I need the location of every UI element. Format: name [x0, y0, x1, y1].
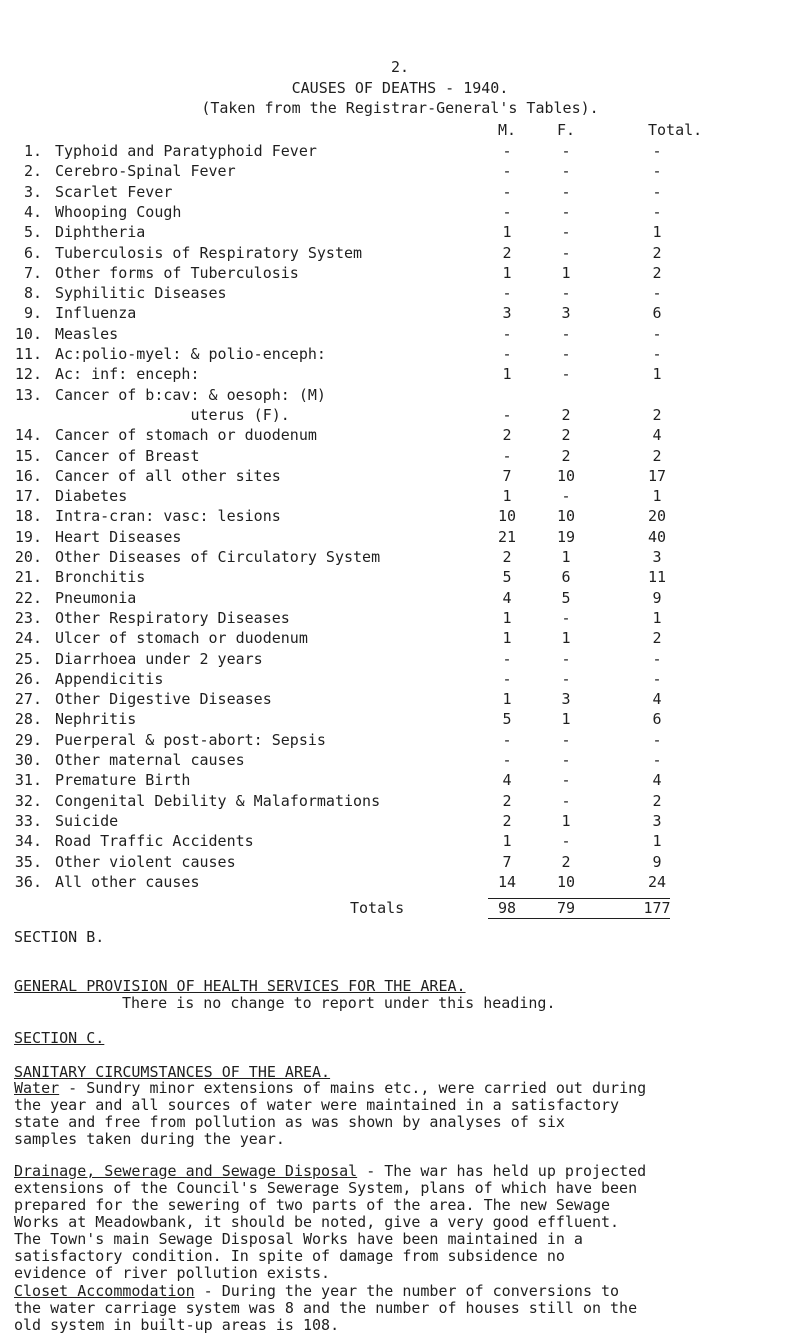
row-male: 1 [502, 365, 512, 384]
row-female: - [561, 487, 571, 506]
row-female: - [561, 751, 571, 769]
row-number: 25. [14, 649, 42, 668]
row-cause: Appendicitis [55, 669, 164, 688]
closet-paragraph [14, 1283, 794, 1334]
row-total: 20 [647, 507, 667, 526]
row-cause: Intra-cran: vasc: lesions [55, 507, 281, 526]
row-female: 1 [561, 263, 571, 282]
section-c-subheading: SANITARY CIRCUMSTANCES OF THE AREA. [14, 1063, 331, 1081]
row-male: - [502, 730, 512, 749]
row-male: - [502, 751, 512, 769]
water-line-4: samples taken during the year. [14, 1130, 285, 1148]
closet-label: Closet Accommodation [14, 1282, 195, 1300]
row-male: - [502, 446, 512, 465]
table-row [0, 142, 800, 162]
totals-female: 79 [556, 899, 576, 917]
row-total: 3 [652, 548, 662, 566]
row-cause: Ulcer of stomach or duodenum [55, 629, 308, 648]
drainage-label: Drainage, Sewerage and Sewage Disposal [14, 1162, 358, 1180]
row-number: 30. [14, 751, 42, 769]
row-female: - [561, 730, 571, 749]
row-total: - [652, 182, 662, 201]
row-male: 1 [502, 832, 512, 851]
row-number: 28. [14, 710, 42, 729]
row-cause: Other violent causes [55, 852, 236, 871]
table-row [0, 162, 800, 182]
row-cause: Diarrhoea under 2 years [55, 649, 263, 668]
row-number: 34. [14, 832, 42, 851]
water-line-3: state and free from pollution as was shown by analyses of six [14, 1113, 565, 1131]
table-row [0, 548, 800, 568]
table-row [0, 203, 800, 223]
totals-rule-bottom [488, 918, 670, 919]
row-number: 12. [14, 365, 42, 384]
column-header-female: F. [556, 121, 576, 139]
table-row [0, 447, 800, 467]
row-total: 2 [652, 405, 662, 424]
row-cause: Other Digestive Diseases [55, 690, 272, 709]
row-female: 6 [561, 568, 571, 587]
row-female: - [561, 365, 571, 384]
row-male: 7 [502, 466, 512, 485]
row-female: 1 [561, 548, 571, 566]
row-cause: Whooping Cough [55, 202, 182, 221]
table-row [0, 426, 800, 446]
table-row [0, 345, 800, 365]
row-number: 27. [14, 690, 42, 709]
totals-male: 98 [497, 899, 517, 917]
water-line-1: - Sundry minor extensions of mains etc., were carried out during [59, 1079, 647, 1097]
table-row [0, 710, 800, 730]
row-female: 2 [561, 426, 571, 445]
row-number: 21. [14, 568, 42, 587]
row-male: 1 [502, 487, 512, 506]
row-cause: Measles [55, 324, 119, 343]
row-male: - [502, 202, 512, 221]
row-cause: uterus (F). [55, 405, 290, 424]
row-cause: Scarlet Fever [55, 182, 173, 201]
table-row [0, 690, 800, 710]
row-number: 24. [14, 629, 42, 648]
row-total: 11 [647, 568, 667, 587]
row-number: 8. [23, 284, 42, 303]
section-b-subheading: GENERAL PROVISION OF HEALTH SERVICES FOR THE AREA. [14, 977, 466, 995]
row-male: 1 [502, 263, 512, 282]
row-male: 1 [502, 629, 512, 648]
row-total: 2 [652, 629, 662, 648]
drainage-line-4: Works at Meadowbank, it should be noted, give a very good effluent. [14, 1213, 620, 1231]
row-female: 2 [561, 852, 571, 871]
closet-line-1: - During the year the number of conversions to [194, 1282, 620, 1300]
row-cause: Road Traffic Accidents [55, 832, 254, 851]
row-male: - [502, 345, 512, 363]
row-total: - [652, 649, 662, 668]
row-total: - [652, 751, 662, 769]
row-female: 1 [561, 710, 571, 729]
row-total: 4 [652, 771, 662, 790]
row-male: - [502, 142, 512, 160]
table-row [0, 751, 800, 771]
row-female: - [561, 202, 571, 221]
row-cause: Pneumonia [55, 588, 137, 607]
row-female: - [561, 771, 571, 790]
row-cause: Diphtheria [55, 223, 146, 242]
totals-row [0, 899, 800, 919]
row-number: 3. [23, 182, 42, 201]
row-total: - [652, 142, 662, 160]
table-header [0, 121, 800, 141]
row-total: - [652, 284, 662, 303]
row-cause: Diabetes [55, 487, 128, 506]
row-total: 4 [652, 426, 662, 445]
drainage-line-3: prepared for the sewering of two parts of the area. The new Sewage [14, 1196, 611, 1214]
row-total: - [652, 324, 662, 343]
table-row [0, 873, 800, 893]
page-subtitle: (Taken from the Registrar-General's Tables). [201, 99, 599, 117]
row-male: - [502, 284, 512, 303]
row-cause: Heart Diseases [55, 527, 182, 546]
row-cause: Typhoid and Paratyphoid Fever [55, 142, 317, 160]
table-row [0, 731, 800, 751]
table-row [0, 244, 800, 264]
row-cause: Ac:polio-myel: & polio-enceph: [55, 345, 326, 363]
row-total: 2 [652, 446, 662, 465]
row-male: - [502, 669, 512, 688]
column-header-total: Total. [648, 121, 703, 139]
row-total: - [652, 669, 662, 688]
row-number: 4. [23, 202, 42, 221]
table-row [0, 284, 800, 304]
row-cause: Cancer of Breast [55, 446, 200, 465]
row-cause: Bronchitis [55, 568, 146, 587]
row-female: - [561, 669, 571, 688]
row-male: - [502, 162, 512, 181]
row-number: 31. [14, 771, 42, 790]
row-male: 14 [497, 872, 517, 891]
table-row [0, 467, 800, 487]
table-row [0, 507, 800, 527]
row-male: 10 [497, 507, 517, 526]
row-female: - [561, 649, 571, 668]
table-row [0, 568, 800, 588]
row-female: 5 [561, 588, 571, 607]
row-cause: Cerebro-Spinal Fever [55, 162, 236, 181]
row-total: 1 [652, 608, 662, 627]
row-number: 17. [14, 487, 42, 506]
row-number: 23. [14, 608, 42, 627]
table-row [0, 304, 800, 324]
row-number: 14. [14, 426, 42, 445]
row-number: 18. [14, 507, 42, 526]
row-total: 17 [647, 466, 667, 485]
table-row [0, 629, 800, 649]
row-female: - [561, 182, 571, 201]
row-number: 2. [23, 162, 42, 181]
totals-total: 177 [643, 899, 671, 917]
table-row [0, 487, 800, 507]
table-row [0, 528, 800, 548]
row-male: 5 [502, 568, 512, 587]
drainage-line-1: - The war has held up projected [357, 1162, 647, 1180]
row-total: 2 [652, 263, 662, 282]
row-male: 5 [502, 710, 512, 729]
row-total: 1 [652, 832, 662, 851]
row-number: 13. [14, 385, 42, 404]
row-cause: Other maternal causes [55, 751, 245, 769]
row-female: - [561, 345, 571, 363]
row-female: 10 [556, 872, 576, 891]
row-total: 40 [647, 527, 667, 546]
row-cause: Ac: inf: enceph: [55, 365, 200, 384]
row-number: 29. [14, 730, 42, 749]
row-female: - [561, 223, 571, 242]
row-male: 21 [497, 527, 517, 546]
row-cause: Other Diseases of Circulatory System [55, 548, 381, 566]
row-female: - [561, 791, 571, 810]
row-number: 7. [23, 263, 42, 282]
row-cause: Syphilitic Diseases [55, 284, 227, 303]
row-male: 4 [502, 771, 512, 790]
table-row [0, 264, 800, 284]
row-total: - [652, 345, 662, 363]
row-cause: Tuberculosis of Respiratory System [55, 243, 363, 262]
table-row [0, 832, 800, 852]
row-total: 4 [652, 690, 662, 709]
row-female: 2 [561, 405, 571, 424]
row-male: - [502, 649, 512, 668]
row-total: 1 [652, 365, 662, 384]
row-total: 6 [652, 710, 662, 729]
row-total: 3 [652, 811, 662, 830]
row-cause: Cancer of b:cav: & oesoph: (M) [55, 385, 326, 404]
row-female: 10 [556, 507, 576, 526]
row-total: - [652, 730, 662, 749]
row-female: 2 [561, 446, 571, 465]
row-female: 19 [556, 527, 576, 546]
row-female: 3 [561, 690, 571, 709]
row-number: 33. [14, 811, 42, 830]
row-cause: Influenza [55, 304, 137, 323]
row-number: 26. [14, 669, 42, 688]
drainage-line-6: satisfactory condition. In spite of damage from subsidence no [14, 1247, 565, 1265]
drainage-line-2: extensions of the Council's Sewerage System, plans of which have been [14, 1179, 638, 1197]
row-cause: Premature Birth [55, 771, 191, 790]
drainage-line-7: evidence of river pollution exists. [14, 1264, 331, 1282]
row-number: 20. [14, 548, 42, 566]
row-female: - [561, 284, 571, 303]
table-row [0, 609, 800, 629]
row-cause: Cancer of stomach or duodenum [55, 426, 317, 445]
water-paragraph [14, 1080, 794, 1148]
table-row [0, 223, 800, 243]
closet-line-3: old system in built-up areas is 108. [14, 1316, 340, 1334]
table-row [0, 365, 800, 385]
row-female: - [561, 324, 571, 343]
row-cause: Suicide [55, 811, 119, 830]
row-male: 1 [502, 690, 512, 709]
row-cause: Nephritis [55, 710, 137, 729]
row-cause: Other forms of Tuberculosis [55, 263, 299, 282]
row-male: 2 [502, 548, 512, 566]
row-male: 2 [502, 791, 512, 810]
row-cause: Puerperal & post-abort: Sepsis [55, 730, 326, 749]
row-male: - [502, 182, 512, 201]
row-female: 10 [556, 466, 576, 485]
table-row [0, 183, 800, 203]
row-total: 9 [652, 588, 662, 607]
totals-label: Totals [350, 899, 405, 917]
row-total: 2 [652, 791, 662, 810]
section-c-heading: SECTION C. [14, 1029, 105, 1047]
table-row [0, 812, 800, 832]
row-number: 1. [23, 142, 42, 160]
page-title: CAUSES OF DEATHS - 1940. [291, 79, 509, 97]
row-male: - [502, 405, 512, 424]
row-total: - [652, 162, 662, 181]
row-number: 9. [23, 304, 42, 323]
row-male: 4 [502, 588, 512, 607]
row-cause: Congenital Debility & Malaformations [55, 791, 381, 810]
row-cause: All other causes [55, 872, 200, 891]
row-female: 1 [561, 811, 571, 830]
row-total: 1 [652, 487, 662, 506]
section-b-heading: SECTION B. [14, 928, 105, 946]
row-number: 10. [14, 324, 42, 343]
water-label: Water [14, 1079, 60, 1097]
row-male: 2 [502, 426, 512, 445]
row-total: 6 [652, 304, 662, 323]
page-number: 2. [390, 58, 410, 76]
row-cause: Cancer of all other sites [55, 466, 281, 485]
section-b-text: There is no change to report under this heading. [122, 994, 556, 1012]
row-male: 2 [502, 811, 512, 830]
table-row [0, 406, 800, 426]
row-male: - [502, 324, 512, 343]
column-header-male: M. [497, 121, 517, 139]
row-female: - [561, 832, 571, 851]
table-row [0, 670, 800, 690]
table-row [0, 771, 800, 791]
row-male: 1 [502, 608, 512, 627]
row-number: 35. [14, 852, 42, 871]
row-total: 2 [652, 243, 662, 262]
row-female: 3 [561, 304, 571, 323]
row-female: 1 [561, 629, 571, 648]
water-line-2: the year and all sources of water were maintained in a satisfactory [14, 1096, 620, 1114]
row-cause: Other Respiratory Diseases [55, 608, 290, 627]
row-total: 9 [652, 852, 662, 871]
row-number: 15. [14, 446, 42, 465]
table-row [0, 386, 800, 406]
row-number: 6. [23, 243, 42, 262]
table-row [0, 650, 800, 670]
row-male: 3 [502, 304, 512, 323]
row-total: - [652, 202, 662, 221]
table-row [0, 325, 800, 345]
row-number: 32. [14, 791, 42, 810]
row-female: - [561, 608, 571, 627]
table-row [0, 853, 800, 873]
drainage-line-5: The Town's main Sewage Disposal Works have been maintained in a [14, 1230, 583, 1248]
row-male: 2 [502, 243, 512, 262]
row-total: 24 [647, 872, 667, 891]
row-number: 22. [14, 588, 42, 607]
row-number: 36. [14, 872, 42, 891]
row-number: 11. [14, 345, 42, 363]
row-male: 1 [502, 223, 512, 242]
row-female: - [561, 162, 571, 181]
row-number: 19. [14, 527, 42, 546]
row-number: 5. [23, 223, 42, 242]
row-male: 7 [502, 852, 512, 871]
row-female: - [561, 142, 571, 160]
row-number: 16. [14, 466, 42, 485]
row-total: 1 [652, 223, 662, 242]
table-row [0, 792, 800, 812]
closet-line-2: the water carriage system was 8 and the number of houses still on the [14, 1299, 638, 1317]
row-female: - [561, 243, 571, 262]
drainage-paragraph [14, 1163, 794, 1282]
table-row [0, 589, 800, 609]
